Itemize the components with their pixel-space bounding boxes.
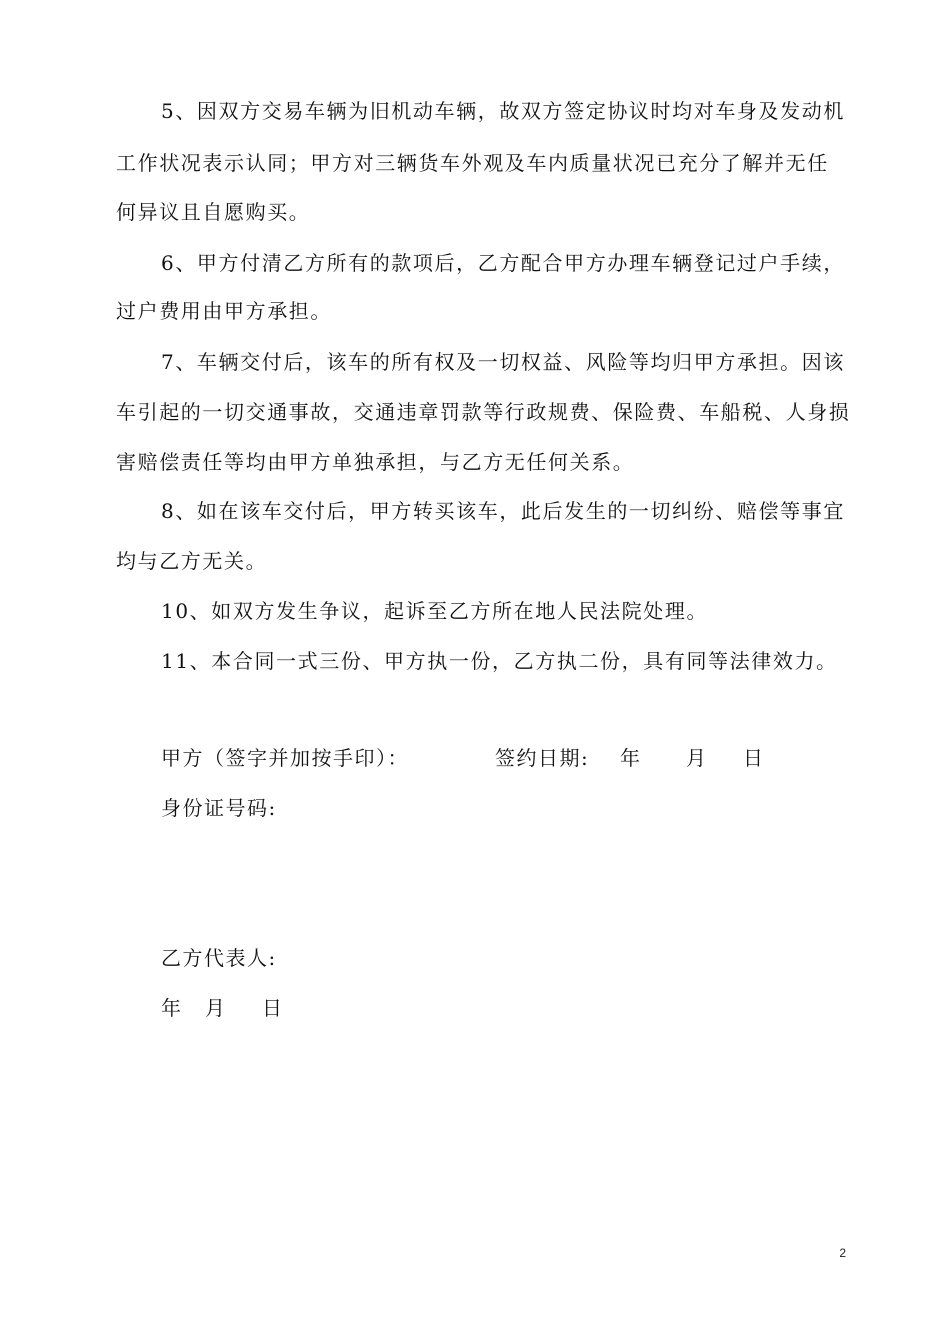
party-b-representative-label: 乙方代表人: — [161, 946, 277, 970]
clause-8-line-2: 均与乙方无关。 — [116, 549, 268, 573]
clause-6-line-2: 过户费用由甲方承担。 — [116, 299, 332, 323]
clause-7-line-3: 害赔偿责任等均由甲方单独承担，与乙方无任何关系。 — [116, 450, 635, 474]
party-b-date-month: 月 — [205, 996, 227, 1020]
clause-5-line-1: 5、因双方交易车辆为旧机动车辆，故双方签定协议时均对车身及发动机 — [161, 99, 845, 123]
clause-6-line-1: 6、甲方付清乙方所有的款项后，乙方配合甲方办理车辆登记过户手续， — [161, 251, 845, 275]
sign-date-year: 年 — [620, 746, 642, 770]
clause-10-line-1: 10、如双方发生争议，起诉至乙方所在地人民法院处理。 — [161, 599, 709, 623]
clause-5-line-2: 工作状况表示认同；甲方对三辆货车外观及车内质量状况已充分了解并无任 — [116, 151, 829, 175]
sign-date-label: 签约日期: — [495, 746, 590, 770]
party-b-date-day: 日 — [262, 996, 284, 1020]
party-a-signature-label: 甲方（签字并加按手印）： — [161, 746, 409, 770]
clause-11-line-1: 11、本合同一式三份、甲方执一份，乙方执二份，具有同等法律效力。 — [161, 649, 838, 673]
sign-date-month: 月 — [686, 746, 708, 770]
party-b-date-year: 年 — [161, 996, 183, 1020]
id-number-label: 身份证号码: — [161, 796, 277, 820]
clause-7-line-2: 车引起的一切交通事故，交通违章罚款等行政规费、保险费、车船税、人身损 — [116, 400, 851, 424]
clause-5-line-3: 何异议且自愿购买。 — [116, 200, 311, 224]
clause-7-line-1: 7、车辆交付后，该车的所有权及一切权益、风险等均归甲方承担。因该 — [161, 350, 845, 374]
clause-8-line-1: 8、如在该车交付后，甲方转买该车，此后发生的一切纠纷、赔偿等事宜 — [161, 499, 845, 523]
page-number: 2 — [839, 1246, 846, 1260]
sign-date-day: 日 — [743, 746, 765, 770]
